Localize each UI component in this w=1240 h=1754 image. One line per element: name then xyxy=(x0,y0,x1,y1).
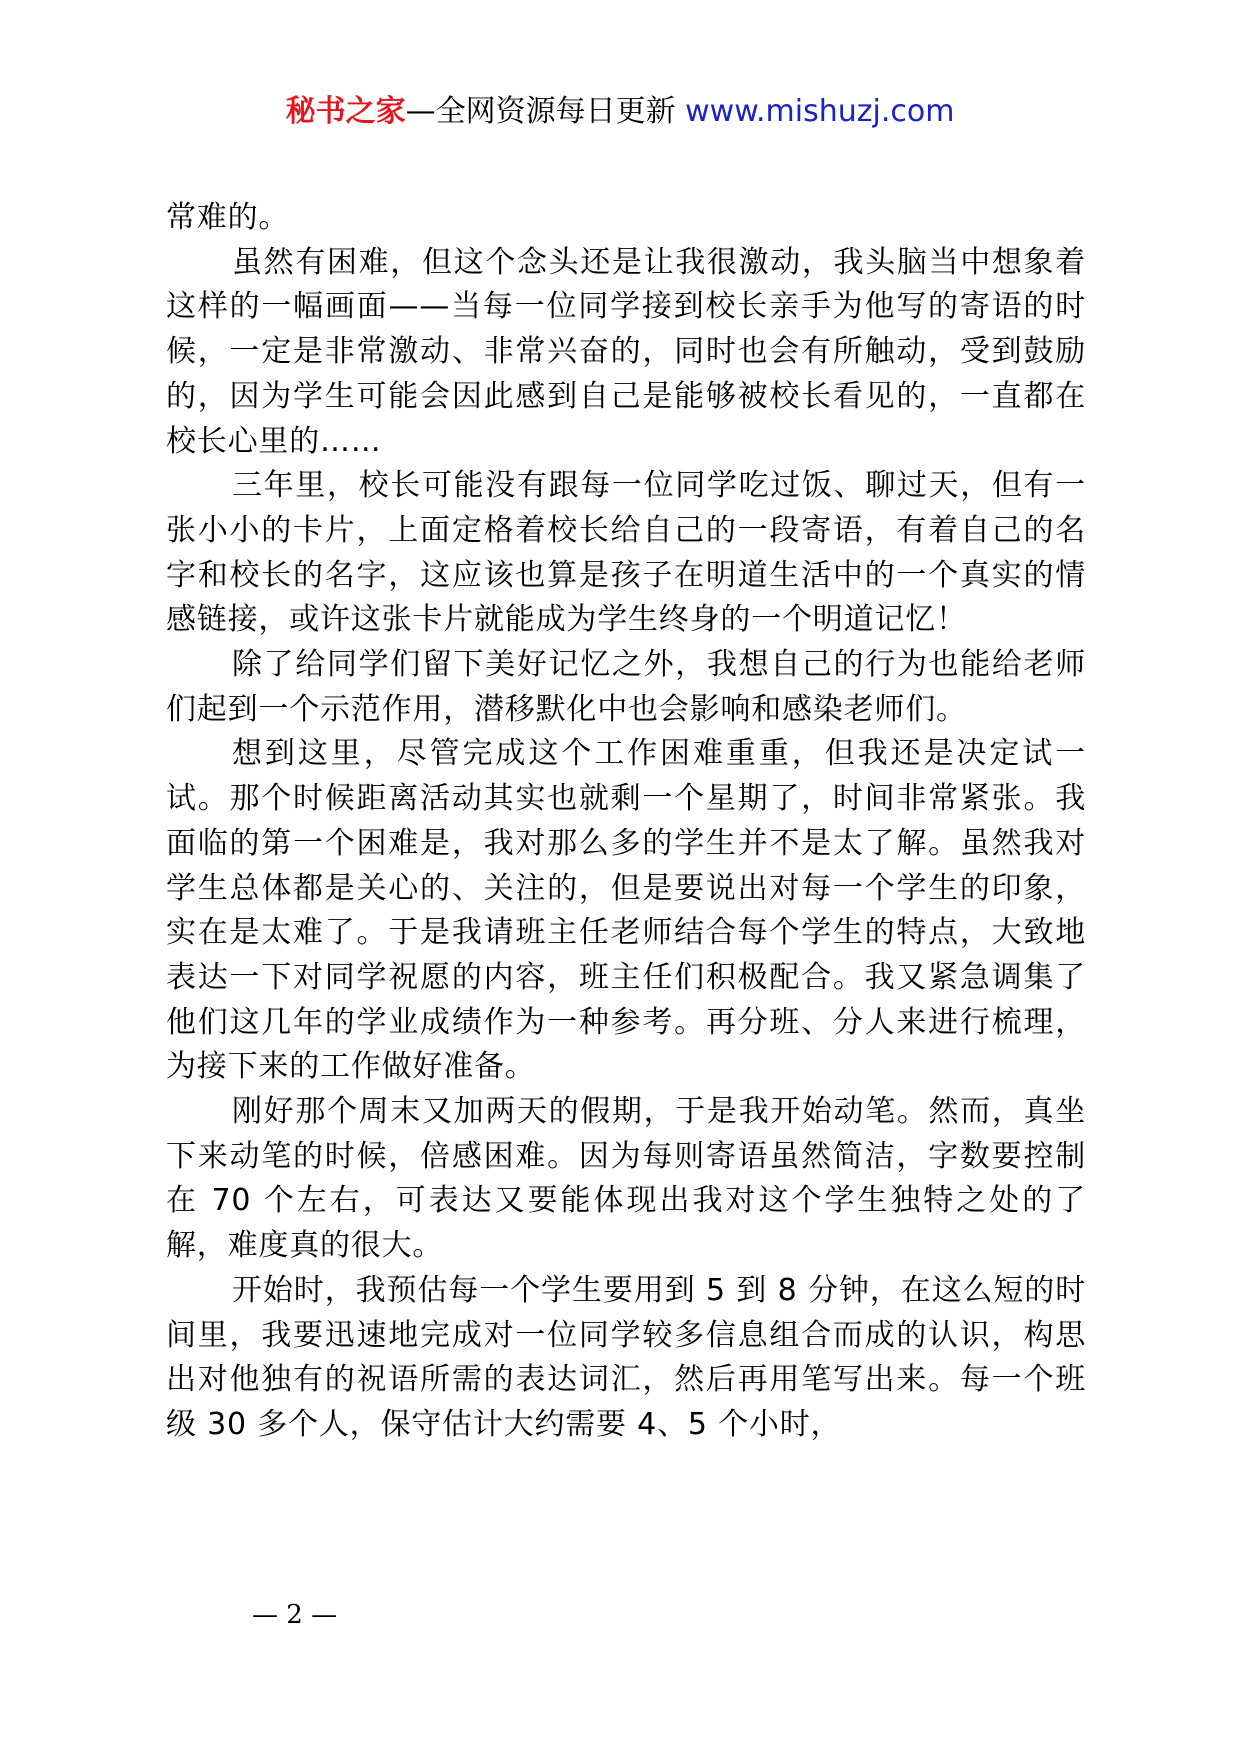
paragraph: 除了给同学们留下美好记忆之外，我想自己的行为也能给老师们起到一个示范作用，潜移默化中也会影响和感染老师们。 xyxy=(166,647,1086,727)
paragraph: 刚好那个周末又加两天的假期，于是我开始动笔。然而，真坐下来动笔的时候，倍感困难。因为每则寄语虽然简洁，字数要控制在 70 个左右，可表达又要能体现出我对这个学生独特之处的了解，难度真的很大。 xyxy=(166,1094,1086,1264)
paragraph: 开始时，我预估每一个学生要用到 5 到 8 分钟，在这么短的时间里，我要迅速地完成对一位同学较多信息组合而成的认识，构思出对他独有的祝语所需的表达词汇，然后再用笔写出来。每一个班级 30 多个人，保守估计大约需要 4、5 个小时， xyxy=(166,1272,1086,1442)
site-header xyxy=(0,92,1240,132)
page-number: — 2 — xyxy=(252,1600,338,1630)
paragraph: 虽然有困难，但这个念头还是让我很激动，我头脑当中想象着这样的一幅画面——当每一位同学接到校长亲手为他写的寄语的时候，一定是非常激动、非常兴奋的，同时也会有所触动，受到鼓励的，因为学生可能会因此感到自己是能够被校长看见的，一直都在校长心里的…… xyxy=(166,244,1086,459)
document-body xyxy=(166,196,1086,1448)
paragraph: 三年里，校长可能没有跟每一位同学吃过饭、聊过天，但有一张小小的卡片，上面定格着校长给自己的一段寄语，有着自己的名字和校长的名字，这应该也算是孩子在明道生活中的一个真实的情感链接，或许这张卡片就能成为学生终身的一个明道记忆！ xyxy=(166,468,1086,638)
header-tagline: —全网资源每日更新 xyxy=(405,94,676,129)
header-brand: 秘书之家 xyxy=(285,94,406,129)
paragraph: 想到这里，尽管完成这个工作困难重重，但我还是决定试一试。那个时候距离活动其实也就剩一个星期了，时间非常紧张。我面临的第一个困难是，我对那么多的学生并不是太了解。虽然我对学生总体都是关心的、关注的，但是要说出对每一个学生的印象，实在是太难了。于是我请班主任老师结合每个学生的特点，大致地表达一下对同学祝愿的内容，班主任们积极配合。我又紧急调集了他们这几年的学业成绩作为一种参考。再分班、分人来进行梳理，为接下来的工作做好准备。 xyxy=(166,736,1086,1085)
header-url-link[interactable]: www.mishuzj.com xyxy=(685,94,955,129)
paragraph: 常难的。 xyxy=(166,200,290,235)
